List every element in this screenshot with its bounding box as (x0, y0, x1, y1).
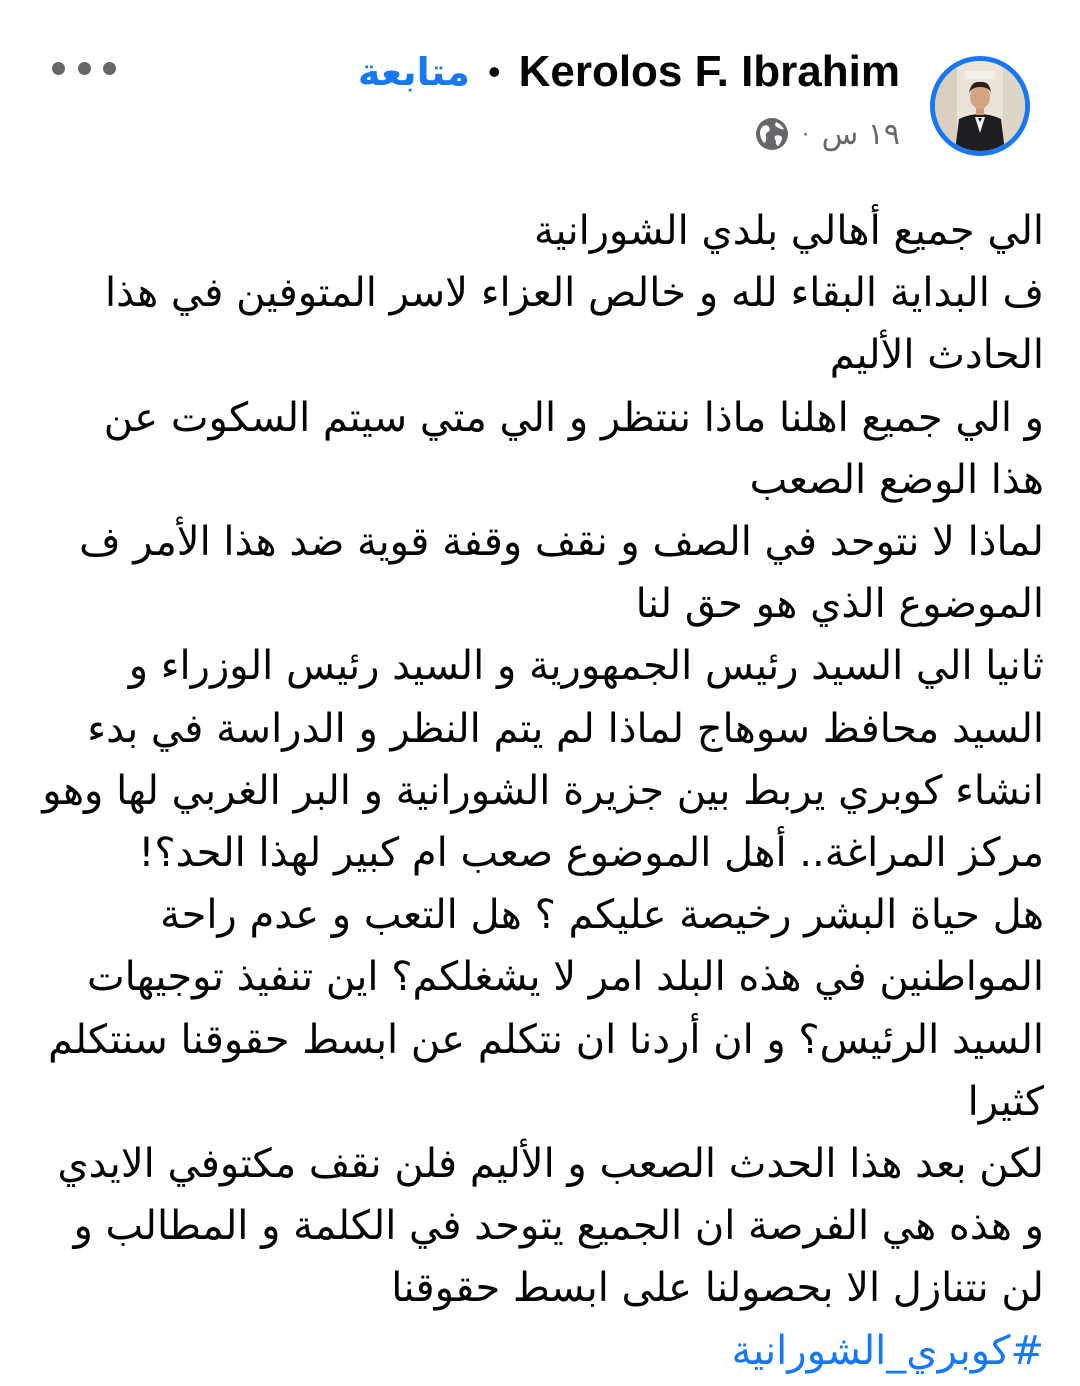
meta-separator: · (801, 120, 810, 147)
post-line: هذا الوضع الصعب (749, 456, 1044, 503)
post-timestamp[interactable]: ١٩ س (821, 116, 900, 152)
more-dots-icon (78, 62, 91, 75)
post-line: مركز المراغة.. أهل الموضوع صعب ام كبير لهذا الحد؟! (138, 830, 1044, 877)
post-line: لكن بعد هذا الحدث الصعب و الأليم فلن نقف مكتوفي الايدي (57, 1141, 1044, 1188)
post-line: الي جميع أهالي بلدي الشورانية (533, 208, 1044, 254)
more-dots-icon (103, 62, 116, 75)
post-line: هل حياة البشر رخيصة عليكم ؟ هل التعب و عدم راحة (160, 892, 1044, 939)
avatar-photo (935, 61, 1025, 151)
post-line: و الي جميع اهلنا ماذا ننتظر و الي متي سيتم السكوت عن (103, 394, 1044, 441)
name-separator: • (487, 51, 501, 92)
hashtag-link[interactable]: #كوبري_الشورانية (731, 1327, 1044, 1374)
post-line: كثيرا (967, 1078, 1044, 1125)
post-line: السيد محافظ سوهاج لماذا لم يتم النظر و الدراسة في بدء (87, 705, 1044, 752)
author-name[interactable]: Kerolos F. Ibrahim (518, 47, 900, 96)
post-line: السيد الرئيس؟ و ان أردنا ان نتكلم عن ابسط حقوقنا سنتكلم (48, 1016, 1044, 1063)
author-row (358, 44, 900, 100)
post-line: الموضوع الذي هو حق لنا (635, 581, 1044, 628)
post-text (36, 200, 1044, 1382)
follow-button[interactable]: متابعة (357, 50, 470, 94)
globe-icon[interactable] (754, 116, 790, 152)
more-dots-icon (52, 62, 65, 75)
post-line: و هذه هي الفرصة ان الجميع يتوحد في الكلمة و المطالب و (73, 1203, 1044, 1250)
post-line: المواطنين في هذه البلد امر لا يشغلكم؟ اين تنفيذ توجيهات (87, 954, 1044, 1001)
post-line: ف البداية البقاء لله و خالص العزاء لاسر المتوفين في هذا (104, 270, 1044, 317)
post-line: لن نتنازل الا بحصولنا على ابسط حقوقنا (391, 1265, 1044, 1312)
post-line: الحادث الأليم (829, 332, 1044, 379)
post-line: لماذا لا نتوحد في الصف و نقف وقفة قوية ضد هذا الأمر ف (79, 519, 1044, 566)
post-line: ثانيا الي السيد رئيس الجمهورية و السيد رئيس الوزراء و (128, 643, 1044, 690)
more-options-button[interactable] (52, 50, 116, 86)
author-avatar[interactable] (930, 56, 1030, 156)
post-line: انشاء كوبري يربط بين جزيرة الشورانية و البر الغربي لها وهو (42, 767, 1044, 814)
post-header (0, 0, 1080, 170)
post-meta (754, 110, 900, 158)
